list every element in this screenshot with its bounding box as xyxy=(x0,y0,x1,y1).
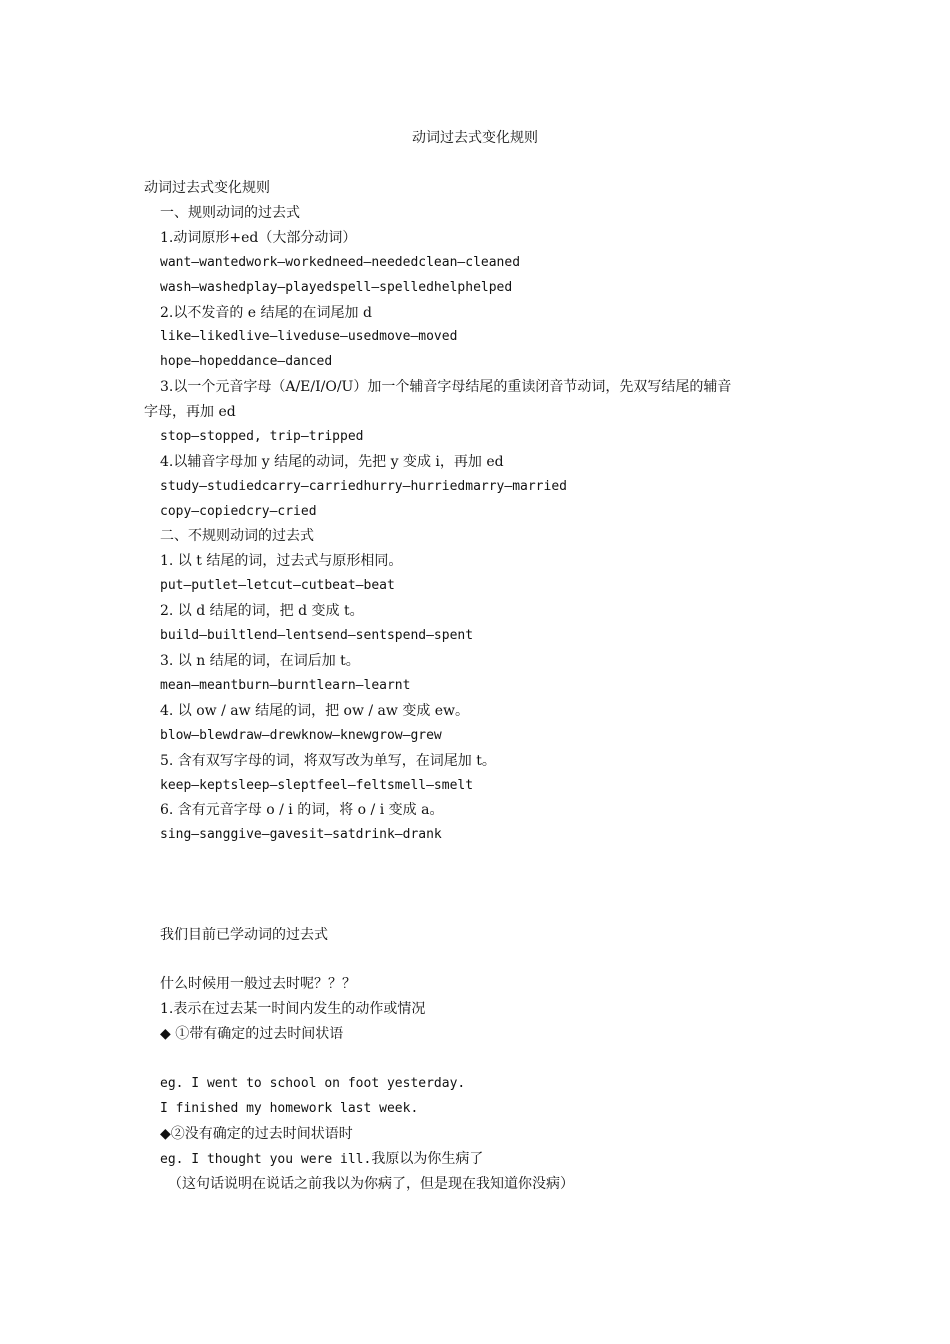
regular-example-1a: want—wantedwork—workedneed—neededclean—cleaned xyxy=(160,255,521,270)
example-sentence-3 xyxy=(160,1149,483,1170)
example-sentence-3-chinese: 我原以为你生病了 xyxy=(371,1151,484,1167)
example-sentence-3-english: eg. I thought you were ill. xyxy=(160,1152,372,1167)
regular-example-4b: copy—copiedcry—cried xyxy=(160,504,317,519)
irregular-example-4: blow—blewdraw—drewknow—knewgrow—grew xyxy=(160,728,442,743)
irregular-rule-4: 4. 以 ow / aw 结尾的词，把 ow / aw 变成 ew。 xyxy=(160,703,470,719)
example-sentence-2: I finished my homework last week. xyxy=(160,1101,419,1116)
regular-rule-4: 4.以辅音字母加 y 结尾的动词，先把 y 变成 i，再加 ed xyxy=(160,454,504,470)
regular-rule-3: 3.以一个元音字母（A/E/I/O/U）加一个辅音字母结尾的重读闭音节动词，先双写结尾的辅音 xyxy=(160,379,732,395)
irregular-example-6: sing—sanggive—gavesit—satdrink—drank xyxy=(160,827,442,842)
regular-rule-2: 2.以不发音的 e 结尾的在词尾加 d xyxy=(160,305,372,321)
section-regular-title: 一、规则动词的过去式 xyxy=(160,205,300,221)
bullet-definite-time: ◆ ①带有确定的过去时间状语 xyxy=(160,1026,344,1042)
usage-question: 什么时候用一般过去时呢？？？ xyxy=(160,976,356,992)
irregular-example-5: keep—keptsleep—sleptfeel—feltsmell—smelt xyxy=(160,778,474,793)
regular-rule-3-continued: 字母，再加 ed xyxy=(144,404,236,420)
irregular-rule-6: 6. 含有元音字母 o / i 的词，将 o / i 变成 a。 xyxy=(160,802,444,818)
irregular-rule-3: 3. 以 n 结尾的词，在词后加 t。 xyxy=(160,653,360,669)
irregular-example-1: put—putlet—letcut—cutbeat—beat xyxy=(160,578,395,593)
page-title: 动词过去式变化规则 xyxy=(412,130,538,146)
irregular-rule-1: 1. 以 t 结尾的词，过去式与原形相同。 xyxy=(160,553,403,569)
explanation-note: （这句话说明在说话之前我以为你病了，但是现在我知道你没病） xyxy=(168,1176,574,1192)
regular-example-2a: like—likedlive—liveduse—usedmove—moved xyxy=(160,329,458,344)
document-heading: 动词过去式变化规则 xyxy=(144,180,270,196)
learned-verbs-heading: 我们目前已学动词的过去式 xyxy=(160,927,328,943)
irregular-example-2: build—builtlend—lentsend—sentspend—spent xyxy=(160,628,474,643)
section-irregular-title: 二、不规则动词的过去式 xyxy=(160,528,314,544)
usage-1: 1.表示在过去某一时间内发生的动作或情况 xyxy=(160,1001,426,1017)
regular-example-3: stop—stopped, trip—tripped xyxy=(160,429,364,444)
irregular-example-3: mean—meantburn—burntlearn—learnt xyxy=(160,678,411,693)
regular-example-2b: hope—hopeddance—danced xyxy=(160,354,333,369)
regular-example-4a: study—studiedcarry—carriedhurry—hurriedmarry—married xyxy=(160,479,567,494)
irregular-rule-5: 5. 含有双写字母的词，将双写改为单写，在词尾加 t。 xyxy=(160,753,496,769)
irregular-rule-2: 2. 以 d 结尾的词，把 d 变成 t。 xyxy=(160,603,364,619)
example-sentence-1: eg. I went to school on foot yesterday. xyxy=(160,1076,466,1091)
bullet-indefinite-time: ◆②没有确定的过去时间状语时 xyxy=(160,1126,353,1142)
regular-example-1b: wash—washedplay—playedspell—spelledhelphelped xyxy=(160,280,513,295)
regular-rule-1: 1.动词原形+ed（大部分动词） xyxy=(160,230,357,246)
